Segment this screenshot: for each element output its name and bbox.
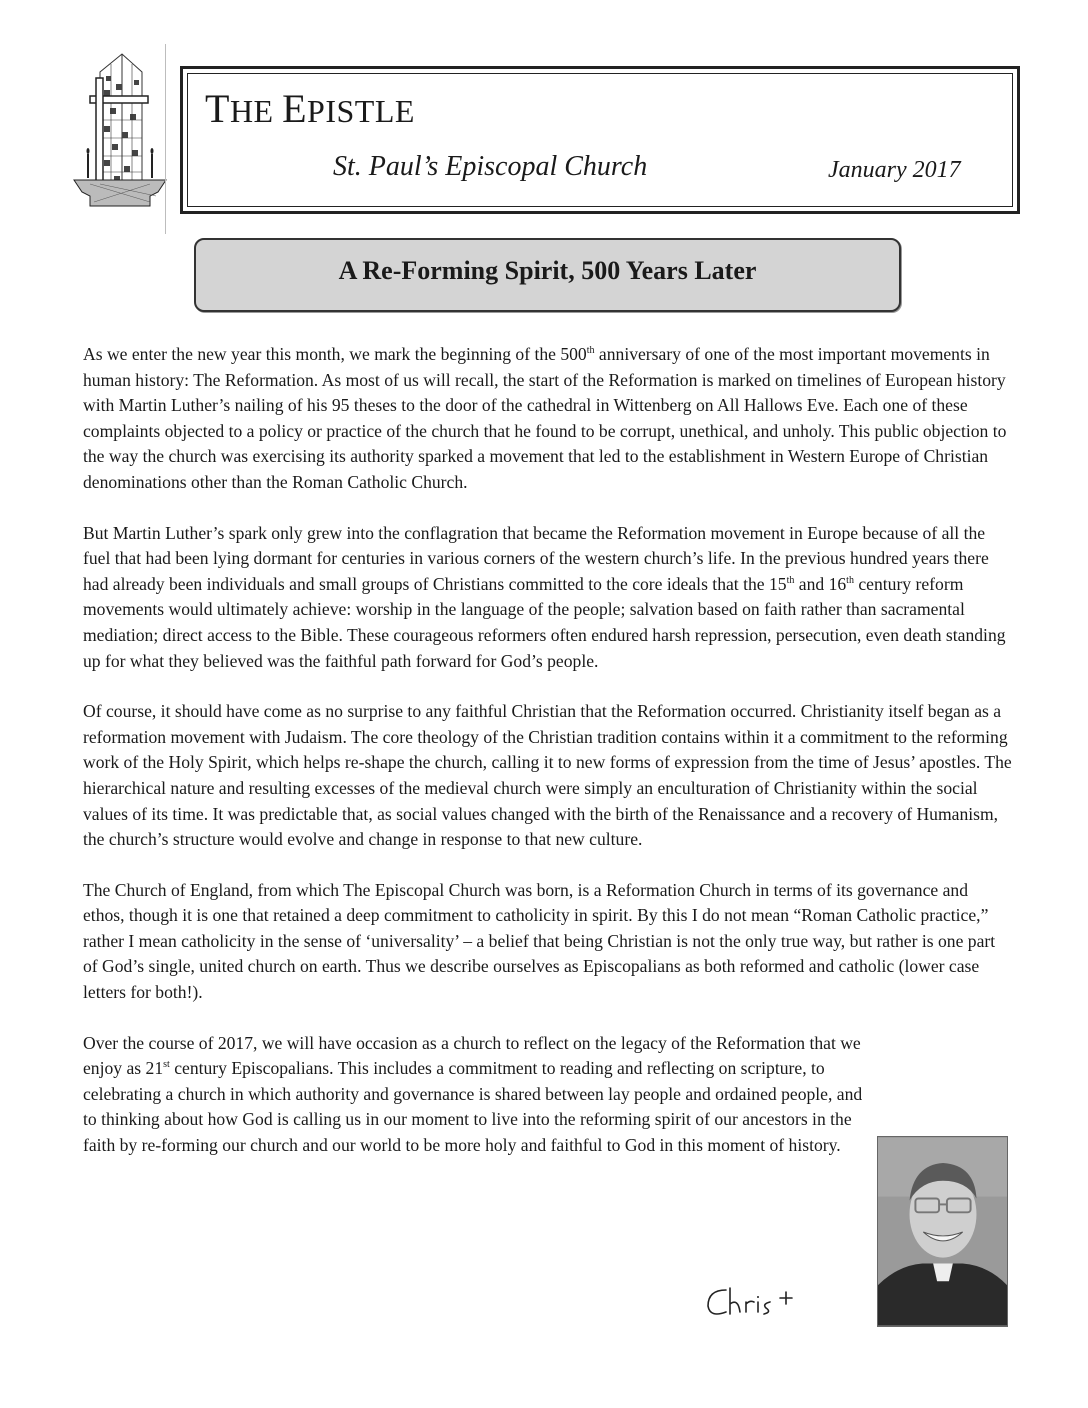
p1-text-b: anniversary of one of the most important movements in human history: The Reformation. As most of us will recall, the start of the Reformation is marked on timelines of European history with Martin Luther’s nailing of his 95 theses to the door of the cathedral in Wittenberg on All Hallows Eve. Each one of these complaints objected to a policy or practice of the church that he found to be corrupt, unethical, and unholy. This public objection to the way the church was exercising its authority sparked a movement that led to the establishment in Western Europe of Christian denominations other than the Roman Catholic Church. xyxy=(83,344,1007,492)
p5-sup: st xyxy=(163,1059,170,1071)
title-rest-1: HE xyxy=(229,93,283,129)
paragraph-4: The Church of England, from which The Episcopal Church was born, is a Reformation Church in terms of its governance and ethos, though it is one that retained a deep commitment to catholicity in spirit. By this I do not mean “Roman Catholic practice,” rather I mean catholicity in the sense of ‘universality’ – a belief that being Christian is not the only true way, but rather is one part of God’s single, united church on earth. Thus we describe ourselves as Episcopalians as both reformed and catholic (lower case letters for both!). xyxy=(83,879,996,1003)
p2-sup-1: th xyxy=(786,574,795,586)
article-headline: A Re-Forming Spirit, 500 Years Later xyxy=(338,256,757,285)
p1-text-a: As we enter the new year this month, we mark the beginning of the 500 xyxy=(83,344,587,364)
p5-text-b: century Episcopalians. This includes a commitment to reading and reflecting on scripture, to celebrating a church in which authority and governance is shared between lay people and ordained people, and to thinking about how God is calling us in our moment to live into the reforming spirit of our ancestors in the faith by re-forming our church and our world to be more holy and faithful to God in this moment of history. xyxy=(83,1058,863,1156)
p2-sup-2: th xyxy=(846,574,854,586)
logo-divider xyxy=(165,44,166,234)
paragraph-1 xyxy=(83,342,1013,496)
paragraph-3: Of course, it should have come as no surprise to any faithful Christian that the Reformation occurred. Christianity itself began as a reformation movement with Judaism. The core theology of the Christian tradition contains within it a commitment to the reforming work of the Holy Spirit, which helps re-shape the church, calling it to new forms of expression from the time of Jesus’ apostles. The hierarchical nature and resulting excesses of the medieval church were simply an enculturation of Christianity within the social values of its time. It was predictable that, as social values changed with the birth of the Renaissance and a recovery of Humanism, the church’s structure would evolve and change in response to that new culture. xyxy=(83,701,1012,850)
title-cap-2: E xyxy=(282,86,308,131)
issue-date: January 2017 xyxy=(828,157,961,183)
rector-photo xyxy=(877,1136,1008,1327)
newsletter-title xyxy=(205,85,415,132)
p5-text-a: Over the course of 2017, we will have occasion as a church to reflect on the legacy of the Reformation that we enjoy as 21 xyxy=(83,1032,861,1079)
headline-box xyxy=(194,238,901,312)
p1-sup: th xyxy=(586,345,595,357)
signature xyxy=(700,1282,810,1322)
masthead xyxy=(180,66,1020,214)
title-rest-2: PISTLE xyxy=(307,93,415,129)
paragraph-5 xyxy=(83,1031,873,1159)
p2-text-c: century reform movements would ultimately achieve: worship in the language of the people; salvation based on faith rather than sacramental mediation; direct access to the Bible. These courageous reformers often endured harsh repression, persecution, even death standing up for what they believed was the faithful path forward for God’s people. xyxy=(83,573,1006,671)
article-body xyxy=(83,342,1013,1159)
paragraph-2 xyxy=(83,521,1013,675)
p2-text-b: and 16 xyxy=(794,573,847,594)
church-window-logo xyxy=(70,50,170,210)
church-name: St. Paul’s Episcopal Church xyxy=(333,151,648,182)
p2-text-a: But Martin Luther’s spark only grew into the conflagration that became the Reformation movement in Europe because of all the fuel that had been lying dormant for centuries in various corners of the western church’s life. In the previous hundred years there had already been individuals and small groups of Christians committed to the core ideals that the 15 xyxy=(83,522,989,594)
title-cap-1: T xyxy=(205,86,230,131)
